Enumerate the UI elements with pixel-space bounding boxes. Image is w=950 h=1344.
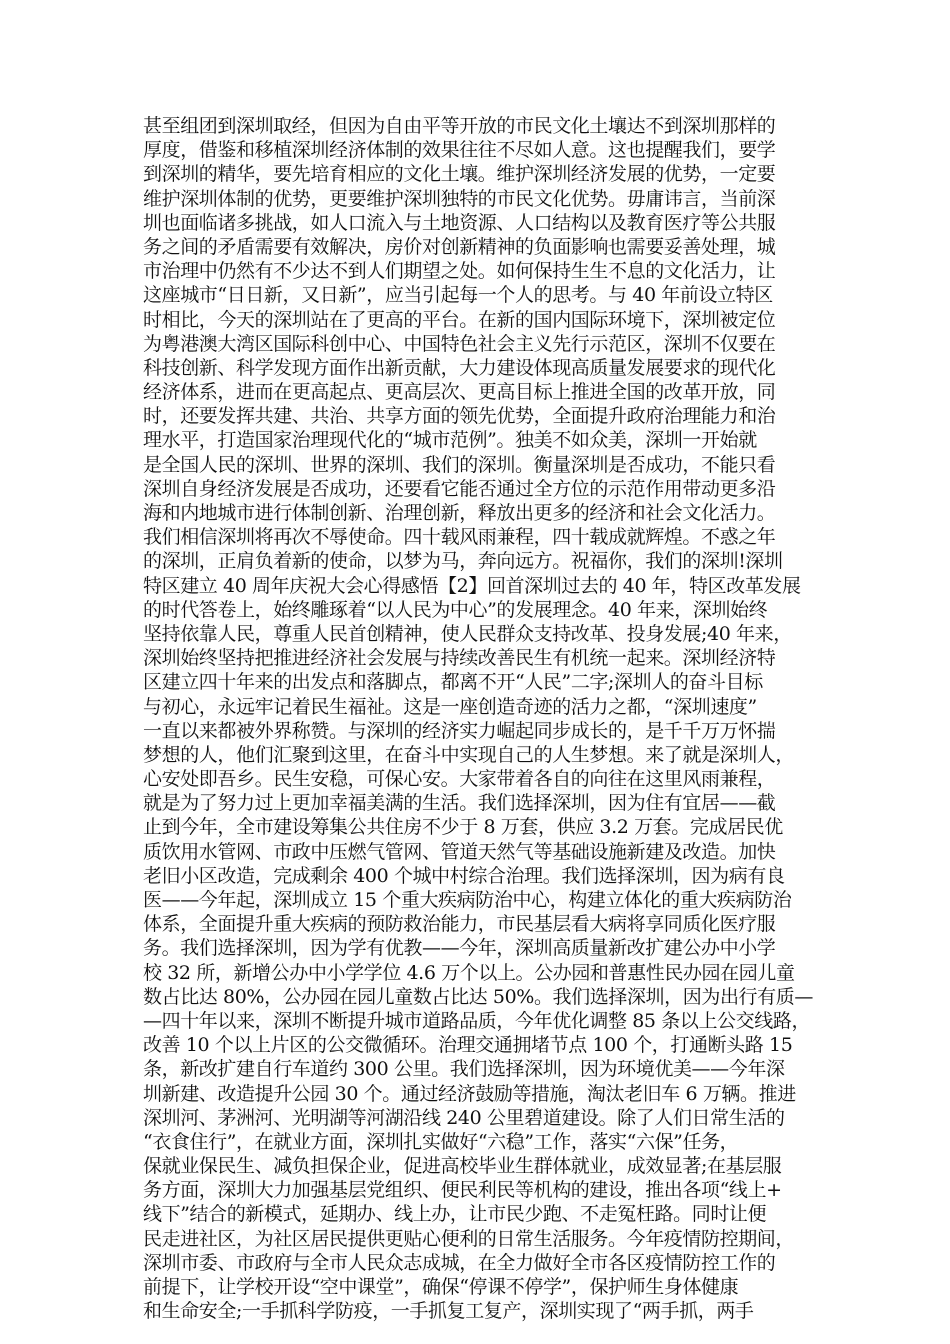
text-line: 维护深圳体制的优势，更要维护深圳独特的市民文化优势。毋庸讳言，当前深 <box>143 187 776 210</box>
text-line: 就是为了努力过上更加幸福美满的生活。我们选择深圳，因为住有宜居——截 <box>143 792 776 815</box>
text-line: “衣食住行”，在就业方面，深圳扎实做好“六稳”工作，落实“六保”任务， <box>143 1130 739 1153</box>
text-line: —四十年以来，深圳不断提升城市道路品质，今年优化调整 85 条以上公交线路， <box>143 1009 811 1032</box>
text-line: 市治理中仍然有不少达不到人们期望之处。如何保持生生不息的文化活力，让 <box>143 260 776 283</box>
text-line: 心安处即吾乡。民生安稳，可保心安。大家带着各自的向往在这里风雨兼程， <box>143 768 776 791</box>
text-line: 圳新建、改造提升公园 30 个。通过经济鼓励等措施，淘汰老旧车 6 万辆。推进 <box>143 1082 796 1105</box>
text-line: 校 32 所，新增公办中小学学位 4.6 万个以上。公办园和普惠性民办园在园儿童 <box>143 961 795 984</box>
text-line: 的深圳，正肩负着新的使命，以梦为马，奔向远方。祝福你，我们的深圳!深圳 <box>143 550 783 573</box>
text-line: 我们相信深圳将再次不辱使命。四十载风雨兼程，四十载成就辉煌。不惑之年 <box>143 526 776 549</box>
text-line: 坚持依靠人民，尊重人民首创精神，使人民群众支持改革、投身发展;40 年来， <box>143 622 792 645</box>
text-line: 经济体系，进而在更高起点、更高层次、更高目标上推进全国的改革开放，同 <box>143 381 776 404</box>
text-line: 与初心，永远牢记着民生福祉。这是一座创造奇迹的活力之都，“深圳速度” <box>143 695 757 718</box>
text-line: 深圳始终坚持把推进经济社会发展与持续改善民生有机统一起来。深圳经济特 <box>143 647 776 670</box>
text-line: 科技创新、科学发现方面作出新贡献，大力建设体现高质量发展要求的现代化 <box>143 356 776 379</box>
text-line: 改善 10 个以上片区的公交微循环。治理交通拥堵节点 100 个，打通断头路 15 <box>143 1034 793 1057</box>
text-line: 务。我们选择深圳，因为学有优教——今年，深圳高质量新改扩建公办中小学 <box>143 937 776 960</box>
text-line: 到深圳的精华，要先培育相应的文化土壤。维护深圳经济发展的优势，一定要 <box>143 163 776 186</box>
text-line: 的时代答卷上，始终雕琢着“以人民为中心”的发展理念。40 年来，深圳始终 <box>143 598 768 621</box>
text-line: 深圳自身经济发展是否成功，还要看它能否通过全方位的示范作用带动更多沿 <box>143 477 776 500</box>
text-line: 海和内地城市进行体制创新、治理创新，释放出更多的经济和社会文化活力。 <box>143 502 776 524</box>
text-line: 是全国人民的深圳、世界的深圳、我们的深圳。衡量深圳是否成功，不能只看 <box>143 453 776 476</box>
text-line: 特区建立 40 周年庆祝大会心得感悟【2】回首深圳过去的 40 年，特区改革发展 <box>143 574 801 597</box>
text-line: 时，还要发挥共建、共治、共享方面的领先优势，全面提升政府治理能力和治 <box>143 405 776 428</box>
text-line: 这座城市“日日新，又日新”，应当引起每一个人的思考。与 40 年前设立特区 <box>143 284 773 307</box>
text-line: 民走进社区，为社区居民提供更贴心便利的日常生活服务。今年疫情防控期间， <box>143 1227 795 1250</box>
text-line: 前提下，让学校开设“空中课堂”，确保“停课不停学”，保护师生身体健康 <box>143 1276 739 1298</box>
text-line: 为粤港澳大湾区国际科创中心、中国特色社会主义先行示范区，深圳不仅要在 <box>143 332 776 355</box>
text-line: 深圳河、茅洲河、光明湖等河湖沿线 240 公里碧道建设。除了人们日常生活的 <box>143 1106 785 1129</box>
text-line: 一直以来都被外界称赞。与深圳的经济实力崛起同步成长的，是千千万万怀揣 <box>143 719 776 742</box>
text-line: 止到今年，全市建设筹集公共住房不少于 8 万套，供应 3.2 万套。完成居民优 <box>143 816 783 839</box>
text-line: 厚度，借鉴和移植深圳经济体制的效果往往不尽如人意。这也提醒我们，要学 <box>143 139 776 162</box>
text-line: 条，新改扩建自行车道约 300 公里。我们选择深圳，因为环境优美——今年深 <box>143 1058 785 1081</box>
text-line: 数占比达 80%，公办园在园儿童数占比达 50%。我们选择深圳，因为出行有质— <box>143 985 813 1008</box>
text-line: 区建立四十年来的出发点和落脚点，都离不开“人民”二字;深圳人的奋斗目标 <box>143 671 763 694</box>
text-line: 医——今年起，深圳成立 15 个重大疾病防治中心，构建立体化的重大疾病防治 <box>143 889 792 911</box>
text-line: 理水平，打造国家治理现代化的“城市范例”。独美不如众美，深圳一开始就 <box>143 429 757 452</box>
body-text <box>143 114 813 1323</box>
text-line: 甚至组团到深圳取经，但因为自由平等开放的市民文化土壤达不到深圳那样的 <box>143 115 776 137</box>
text-line: 保就业保民生、减负担保企业，促进高校毕业生群体就业，成效显著;在基层服 <box>143 1155 782 1178</box>
text-line: 梦想的人，他们汇聚到这里，在奋斗中实现自己的人生梦想。来了就是深圳人， <box>143 743 795 766</box>
text-line: 务方面，深圳大力加强基层党组织、便民利民等机构的建设，推出各项“线上+ <box>143 1179 782 1202</box>
text-line: 深圳市委、市政府与全市人民众志成城，在全力做好全市各区疫情防控工作的 <box>143 1251 776 1274</box>
text-line: 体系，全面提升重大疾病的预防救治能力，市民基层看大病将享同质化医疗服 <box>143 913 776 936</box>
text-line: 时相比，今天的深圳站在了更高的平台。在新的国内国际环境下，深圳被定位 <box>143 308 776 331</box>
text-line: 圳也面临诸多挑战，如人口流入与土地资源、人口结构以及教育医疗等公共服 <box>143 211 776 234</box>
text-line: 质饮用水管网、市政中压燃气管网、管道天然气等基础设施新建及改造。加快 <box>143 840 776 863</box>
text-line: 线下”结合的新模式，延期办、线上办，让市民少跑、不走冤枉路。同时让便 <box>143 1203 767 1226</box>
text-line: 务之间的矛盾需要有效解决，房价对创新精神的负面影响也需要妥善处理，城 <box>143 235 776 258</box>
text-line: 和生命安全;一手抓科学防疫，一手抓复工复产，深圳实现了“两手抓，两手 <box>143 1300 754 1323</box>
text-line: 老旧小区改造，完成剩余 400 个城中村综合治理。我们选择深圳，因为病有良 <box>143 864 785 887</box>
